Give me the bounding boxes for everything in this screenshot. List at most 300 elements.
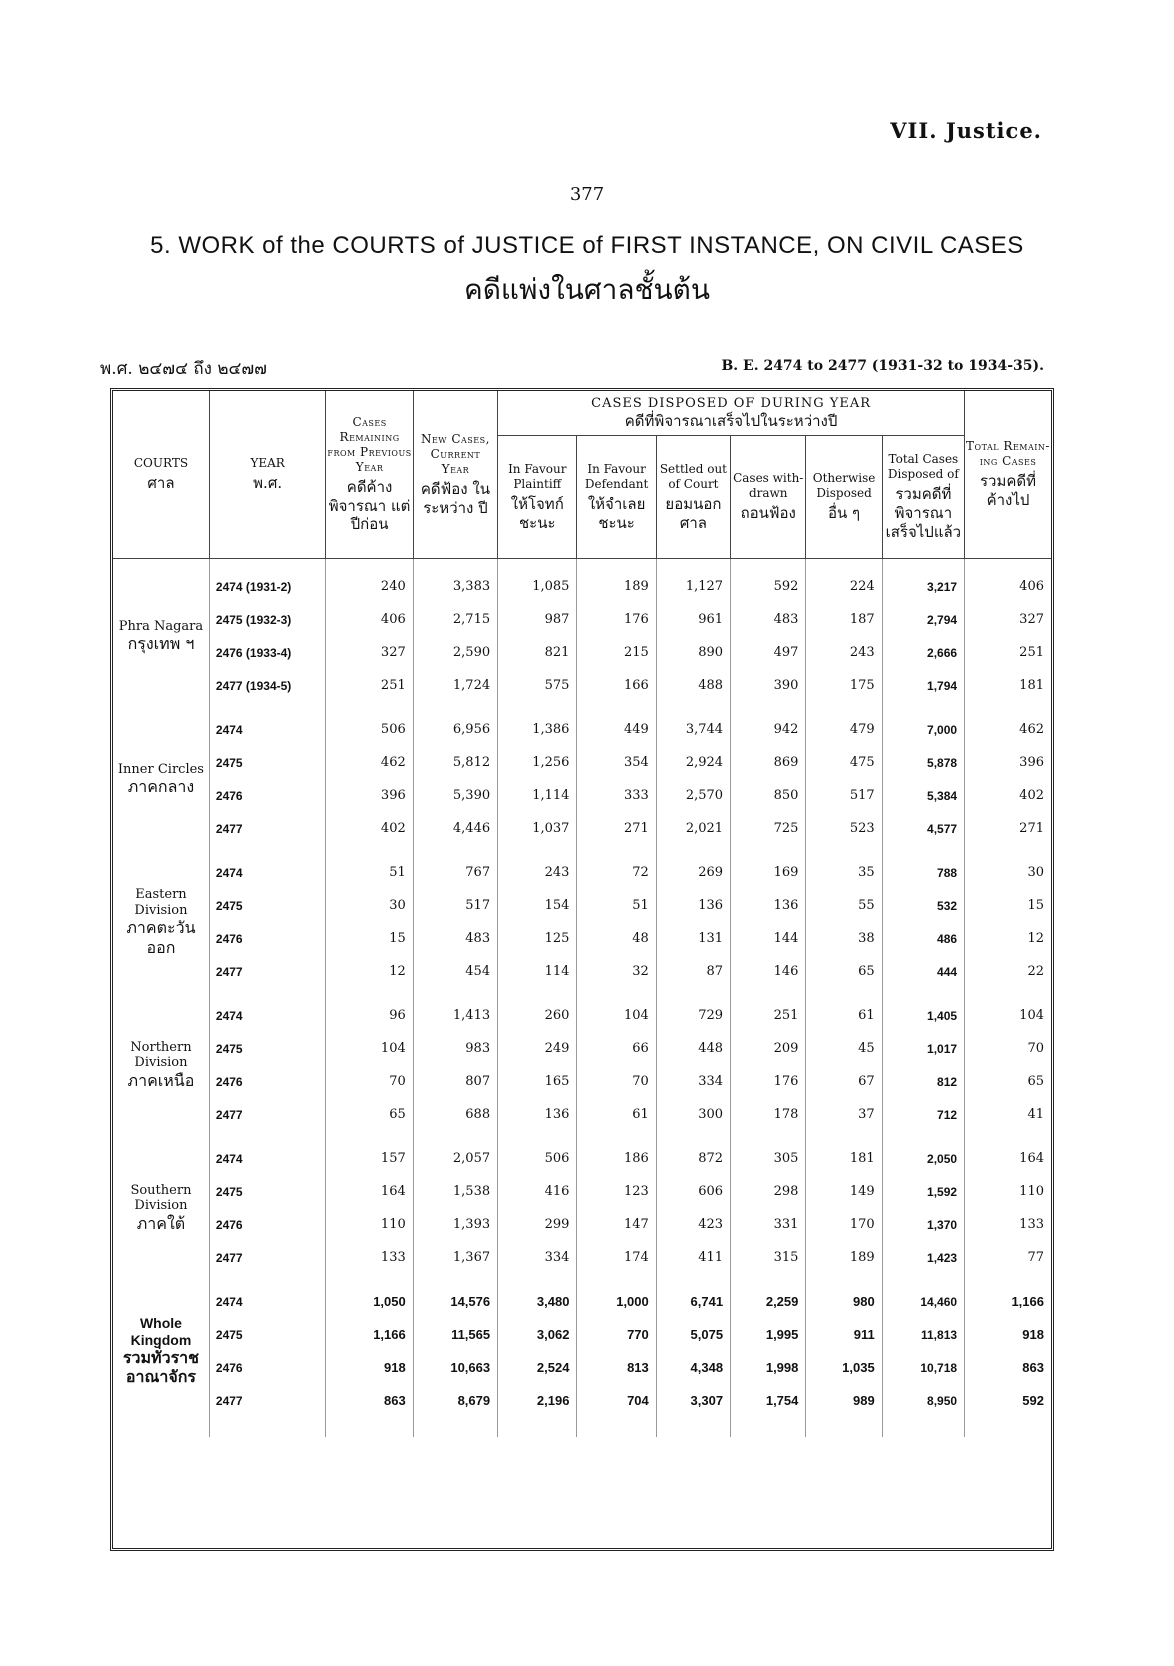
year-cell: 2477 (209, 1384, 325, 1417)
col-remaining (326, 391, 413, 559)
spacer-cell (806, 988, 882, 999)
group-spacer (113, 988, 1051, 999)
value-cell: 14,460 (882, 1285, 964, 1318)
value-cell: 1,754 (731, 1384, 806, 1417)
value-cell: 38 (806, 922, 882, 955)
value-cell: 390 (731, 669, 806, 702)
value-cell: 3,383 (413, 570, 497, 603)
col-courts (113, 391, 209, 559)
value-cell: 980 (806, 1285, 882, 1318)
value-cell: 30 (326, 889, 413, 922)
section-heading: VII. Justice. (890, 118, 1042, 143)
value-cell: 4,446 (413, 812, 497, 845)
year-cell: 2475 (209, 1175, 325, 1208)
table-row (113, 779, 1051, 812)
table-row (113, 713, 1051, 746)
value-cell: 1,538 (413, 1175, 497, 1208)
col-withdrawn (731, 436, 806, 559)
value-cell: 181 (1019, 678, 1044, 693)
value-cell: 423 (656, 1208, 730, 1241)
value-cell: 114 (498, 955, 577, 988)
table-header (113, 391, 1051, 559)
year-cell: 2475 (1932-3) (209, 603, 325, 636)
value-cell: 497 (731, 636, 806, 669)
col-disposed-group-th: คดีที่พิจารณาเสร็จไปในระหว่างปี (624, 411, 838, 430)
year-cell: 2476 (209, 779, 325, 812)
value-cell: 983 (413, 1032, 497, 1065)
value-cell: 51 (577, 889, 656, 922)
col-total-remaining (965, 391, 1051, 559)
spacer-cell (656, 1274, 730, 1285)
spacer-cell (731, 702, 806, 713)
value-cell: 209 (731, 1032, 806, 1065)
value-cell: 251 (731, 999, 806, 1032)
value-cell: 2,715 (413, 603, 497, 636)
value-cell: 170 (806, 1208, 882, 1241)
col-total-disposed-en: Total Cases Disposed of (887, 452, 959, 482)
value-cell: 215 (577, 636, 656, 669)
spacer-cell (731, 1131, 806, 1142)
value-cell: 850 (731, 779, 806, 812)
col-disposed-group (498, 391, 965, 436)
value-cell: 3,480 (498, 1285, 577, 1318)
spacer-cell (806, 845, 882, 856)
value-cell: 462 (326, 746, 413, 779)
value-cell: 149 (806, 1175, 882, 1208)
col-defendant-en: In Favour Defendant (584, 461, 649, 491)
value-cell: 131 (656, 922, 730, 955)
spacer-cell (806, 559, 882, 571)
spacer-cell (498, 1274, 577, 1285)
value-cell: 104 (577, 999, 656, 1032)
spacer-cell (731, 559, 806, 571)
value-cell: 961 (656, 603, 730, 636)
spacer-cell (965, 988, 1051, 999)
spacer-cell (882, 988, 964, 999)
table-row (113, 1098, 1051, 1131)
spacer-cell (965, 845, 1051, 856)
col-total-disposed-th: รวมคดีที่ พิจารณา เสร็จไปแล้ว (885, 485, 962, 541)
civil-cases-table (113, 391, 1051, 1437)
value-cell: 30 (1027, 865, 1044, 880)
value-cell: 7,000 (882, 713, 964, 746)
value-cell: 788 (882, 856, 964, 889)
court-name-th: ภาคตะวันออก (126, 918, 196, 957)
spacer-cell (882, 845, 964, 856)
value-cell: 575 (498, 669, 577, 702)
value-cell: 70 (577, 1065, 656, 1098)
spacer-cell (965, 1131, 1051, 1142)
value-cell: 416 (498, 1175, 577, 1208)
value-cell: 475 (806, 746, 882, 779)
spacer-cell (656, 1417, 730, 1437)
col-settled-en: Settled out of Court (659, 461, 728, 491)
court-name (113, 1285, 209, 1417)
table-row (113, 1065, 1051, 1098)
spacer-cell (326, 559, 413, 571)
value-cell: 411 (656, 1241, 730, 1274)
value-cell: 10,663 (413, 1351, 497, 1384)
value-cell: 1,035 (806, 1351, 882, 1384)
col-defendant (577, 436, 656, 559)
value-cell: 449 (577, 713, 656, 746)
value-cell: 176 (577, 603, 656, 636)
spacer-cell (577, 845, 656, 856)
value-cell: 918 (326, 1351, 413, 1384)
value-cell: 300 (656, 1098, 730, 1131)
year-cell: 2474 (209, 856, 325, 889)
col-settled-th: ยอมนอก ศาล (665, 494, 722, 532)
value-cell: 169 (731, 856, 806, 889)
value-cell: 987 (498, 603, 577, 636)
value-cell: 110 (1019, 1184, 1044, 1199)
value-cell: 5,812 (413, 746, 497, 779)
value-cell: 187 (806, 603, 882, 636)
value-cell: 331 (731, 1208, 806, 1241)
value-cell: 164 (1019, 1151, 1044, 1166)
spacer-cell (731, 988, 806, 999)
value-cell: 911 (806, 1318, 882, 1351)
spacer-cell (413, 1417, 497, 1437)
value-cell: 448 (656, 1032, 730, 1065)
value-cell: 186 (577, 1142, 656, 1175)
spacer-cell (209, 1417, 325, 1437)
value-cell: 61 (806, 999, 882, 1032)
group-spacer (113, 1274, 1051, 1285)
spacer-cell (577, 1274, 656, 1285)
value-cell: 863 (326, 1384, 413, 1417)
value-cell: 11,565 (413, 1318, 497, 1351)
value-cell: 1,423 (882, 1241, 964, 1274)
value-cell: 4,348 (656, 1351, 730, 1384)
court-name (113, 570, 209, 702)
value-cell: 1,166 (326, 1318, 413, 1351)
spacer-cell (209, 988, 325, 999)
col-total-remaining-en: Total Remain-ing Cases (966, 439, 1050, 469)
table-row (113, 1208, 1051, 1241)
spacer-cell (882, 702, 964, 713)
value-cell: 488 (656, 669, 730, 702)
value-cell: 821 (498, 636, 577, 669)
value-cell: 2,259 (731, 1285, 806, 1318)
value-cell: 48 (577, 922, 656, 955)
value-cell: 1,127 (656, 570, 730, 603)
spacer-cell (806, 702, 882, 713)
value-cell: 918 (1022, 1327, 1044, 1342)
value-cell: 2,590 (413, 636, 497, 669)
value-cell: 6,956 (413, 713, 497, 746)
value-cell: 8,679 (413, 1384, 497, 1417)
court-name-en: Inner Circles (117, 761, 204, 777)
value-cell: 402 (326, 812, 413, 845)
col-year-en: YEAR (250, 456, 285, 471)
value-cell: 260 (498, 999, 577, 1032)
table-row (113, 1384, 1051, 1417)
spacer-cell (656, 845, 730, 856)
value-cell: 1,367 (413, 1241, 497, 1274)
value-cell: 305 (731, 1142, 806, 1175)
spacer-cell (113, 1417, 209, 1437)
table-row (113, 1351, 1051, 1384)
col-total-remaining-th: รวมคดีที่ ค้างไป (980, 472, 1037, 509)
spacer-cell (498, 1131, 577, 1142)
value-cell: 164 (326, 1175, 413, 1208)
value-cell: 1,370 (882, 1208, 964, 1241)
value-cell: 1,393 (413, 1208, 497, 1241)
court-name-en: Northern Division (130, 1039, 192, 1071)
value-cell: 3,307 (656, 1384, 730, 1417)
year-cell: 2477 (1934-5) (209, 669, 325, 702)
value-cell: 506 (326, 713, 413, 746)
spacer-cell (413, 559, 497, 571)
spacer-cell (882, 559, 964, 571)
value-cell: 45 (806, 1032, 882, 1065)
col-settled (656, 436, 730, 559)
year-cell: 2475 (209, 889, 325, 922)
value-cell: 3,062 (498, 1318, 577, 1351)
table-row (113, 746, 1051, 779)
page-title-thai: คดีแพ่งในศาลชั้นต้น (463, 273, 711, 306)
spacer-cell (209, 702, 325, 713)
value-cell: 136 (731, 889, 806, 922)
spacer-cell (498, 988, 577, 999)
value-cell: 444 (882, 955, 964, 988)
col-year-th: พ.ศ. (253, 474, 283, 493)
value-cell: 176 (731, 1065, 806, 1098)
spacer-cell (965, 1274, 1051, 1285)
table-row (113, 1285, 1051, 1318)
spacer-cell (577, 1131, 656, 1142)
year-cell: 2477 (209, 1098, 325, 1131)
value-cell: 51 (326, 856, 413, 889)
value-cell: 136 (656, 889, 730, 922)
value-cell: 5,878 (882, 746, 964, 779)
value-cell: 147 (577, 1208, 656, 1241)
spacer-cell (209, 1131, 325, 1142)
value-cell: 66 (577, 1032, 656, 1065)
table-row (113, 1241, 1051, 1274)
value-cell: 271 (1019, 821, 1044, 836)
value-cell: 37 (806, 1098, 882, 1131)
value-cell: 532 (882, 889, 964, 922)
value-cell: 1,794 (882, 669, 964, 702)
value-cell: 989 (806, 1384, 882, 1417)
spacer-cell (656, 988, 730, 999)
page-title: 5. WORK of the COURTS of JUSTICE of FIRST INSTANCE, ON CIVIL CASES (150, 232, 1024, 259)
value-cell: 224 (806, 570, 882, 603)
value-cell: 133 (1019, 1217, 1044, 1232)
value-cell: 67 (806, 1065, 882, 1098)
col-courts-en: COURTS (133, 456, 189, 471)
value-cell: 1,386 (498, 713, 577, 746)
court-name-th: ภาคกลาง (127, 777, 195, 797)
spacer-cell (577, 1417, 656, 1437)
value-cell: 327 (1019, 612, 1044, 627)
col-otherwise (806, 436, 882, 559)
spacer-cell (209, 1274, 325, 1285)
value-cell: 70 (1027, 1041, 1044, 1056)
year-cell: 2477 (209, 812, 325, 845)
value-cell: 1,413 (413, 999, 497, 1032)
value-cell: 133 (326, 1241, 413, 1274)
spacer-cell (413, 1274, 497, 1285)
value-cell: 243 (498, 856, 577, 889)
value-cell: 729 (656, 999, 730, 1032)
year-cell: 2475 (209, 1032, 325, 1065)
col-remaining-th: คดีค้าง พิจารณา แต่ปีก่อน (328, 477, 411, 534)
table-row (113, 636, 1051, 669)
value-cell: 178 (731, 1098, 806, 1131)
col-new-cases (413, 391, 497, 559)
value-cell: 1,085 (498, 570, 577, 603)
value-cell: 5,384 (882, 779, 964, 812)
value-cell: 35 (806, 856, 882, 889)
table-row (113, 922, 1051, 955)
spacer-cell (498, 702, 577, 713)
value-cell: 5,390 (413, 779, 497, 812)
value-cell: 96 (326, 999, 413, 1032)
value-cell: 483 (731, 603, 806, 636)
spacer-cell (882, 1274, 964, 1285)
value-cell: 2,021 (656, 812, 730, 845)
value-cell: 1,114 (498, 779, 577, 812)
value-cell: 2,196 (498, 1384, 577, 1417)
spacer-cell (731, 1417, 806, 1437)
value-cell: 65 (806, 955, 882, 988)
value-cell: 1,592 (882, 1175, 964, 1208)
value-cell: 462 (1019, 722, 1044, 737)
value-cell: 87 (656, 955, 730, 988)
value-cell: 125 (498, 922, 577, 955)
col-otherwise-th: อื่น ๆ (828, 504, 861, 523)
value-cell: 269 (656, 856, 730, 889)
col-total-disposed (882, 436, 964, 559)
spacer-cell (577, 988, 656, 999)
value-cell: 15 (326, 922, 413, 955)
court-name-en: Southern Division (130, 1182, 192, 1214)
spacer-cell (326, 988, 413, 999)
group-spacer (113, 702, 1051, 713)
table-row (113, 955, 1051, 988)
value-cell: 243 (806, 636, 882, 669)
value-cell: 354 (577, 746, 656, 779)
table-end-spacer (113, 1417, 1051, 1437)
group-spacer (113, 1131, 1051, 1142)
value-cell: 166 (577, 669, 656, 702)
spacer-cell (656, 1131, 730, 1142)
value-cell: 55 (806, 889, 882, 922)
value-cell: 175 (806, 669, 882, 702)
spacer-cell (498, 1417, 577, 1437)
col-new-cases-th: คดีฟ้อง ในระหว่าง ปี (420, 479, 490, 517)
table-row (113, 1032, 1051, 1065)
court-name-th: ภาคเหนือ (127, 1071, 195, 1090)
year-cell: 2474 (209, 1285, 325, 1318)
court-name-en: Phra Nagara (118, 618, 204, 634)
value-cell: 251 (1019, 645, 1044, 660)
value-cell: 2,794 (882, 603, 964, 636)
col-withdrawn-en: Cases with-drawn (733, 471, 804, 501)
value-cell: 12 (326, 955, 413, 988)
value-cell: 704 (577, 1384, 656, 1417)
value-cell: 483 (413, 922, 497, 955)
value-cell: 65 (1027, 1074, 1044, 1089)
value-cell: 770 (577, 1318, 656, 1351)
table-row (113, 1175, 1051, 1208)
table-row (113, 889, 1051, 922)
value-cell: 10,718 (882, 1351, 964, 1384)
group-spacer (113, 559, 1051, 571)
year-cell: 2476 (209, 1208, 325, 1241)
value-cell: 942 (731, 713, 806, 746)
value-cell: 2,570 (656, 779, 730, 812)
value-cell: 299 (498, 1208, 577, 1241)
value-cell: 486 (882, 922, 964, 955)
spacer-cell (806, 1131, 882, 1142)
value-cell: 396 (1019, 755, 1044, 770)
table-row (113, 669, 1051, 702)
value-cell: 2,524 (498, 1351, 577, 1384)
value-cell: 517 (806, 779, 882, 812)
spacer-cell (413, 1131, 497, 1142)
value-cell: 1,166 (1011, 1294, 1044, 1309)
table-row (113, 603, 1051, 636)
value-cell: 8,950 (882, 1384, 964, 1417)
col-courts-th: ศาล (147, 474, 175, 493)
value-cell: 1,998 (731, 1351, 806, 1384)
court-name (113, 1142, 209, 1274)
value-cell: 1,037 (498, 812, 577, 845)
value-cell: 812 (882, 1065, 964, 1098)
value-cell: 165 (498, 1065, 577, 1098)
value-cell: 2,666 (882, 636, 964, 669)
value-cell: 2,057 (413, 1142, 497, 1175)
spacer-cell (882, 1131, 964, 1142)
year-cell: 2474 (209, 1142, 325, 1175)
spacer-cell (326, 1274, 413, 1285)
spacer-cell (413, 988, 497, 999)
value-cell: 517 (413, 889, 497, 922)
value-cell: 402 (1019, 788, 1044, 803)
spacer-cell (965, 559, 1051, 571)
table-row (113, 999, 1051, 1032)
value-cell: 479 (806, 713, 882, 746)
value-cell: 606 (656, 1175, 730, 1208)
spacer-cell (113, 988, 209, 999)
value-cell: 767 (413, 856, 497, 889)
value-cell: 189 (577, 570, 656, 603)
value-cell: 123 (577, 1175, 656, 1208)
value-cell: 334 (498, 1241, 577, 1274)
value-cell: 240 (326, 570, 413, 603)
value-cell: 32 (577, 955, 656, 988)
value-cell: 144 (731, 922, 806, 955)
value-cell: 1,050 (326, 1285, 413, 1318)
court-name-th: รวมทั่วราช อาณาจักร (122, 1349, 199, 1386)
year-cell: 2475 (209, 746, 325, 779)
year-cell: 2477 (209, 955, 325, 988)
value-cell: 592 (1022, 1393, 1044, 1408)
year-cell: 2476 (209, 1351, 325, 1384)
value-cell: 181 (806, 1142, 882, 1175)
group-spacer (113, 845, 1051, 856)
col-year (209, 391, 325, 559)
value-cell: 1,405 (882, 999, 964, 1032)
value-cell: 813 (577, 1351, 656, 1384)
value-cell: 72 (577, 856, 656, 889)
spacer-cell (326, 702, 413, 713)
value-cell: 65 (326, 1098, 413, 1131)
